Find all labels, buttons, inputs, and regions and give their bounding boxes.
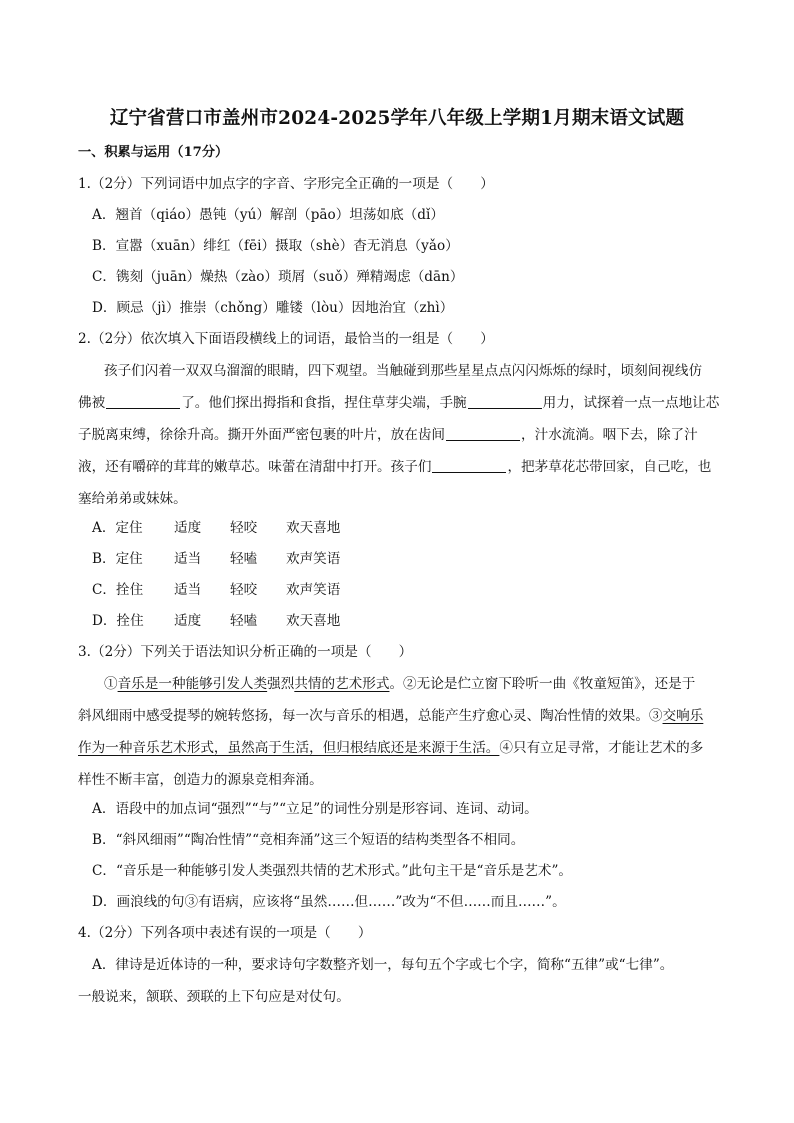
- question-4-stem: 4.（2分）下列各项中表述有误的一项是（ ）: [78, 925, 372, 941]
- passage-line: 液，还有嚼碎的茸茸的嫩草芯。味蕾在清甜中打开。孩子们 ，把茅草花芯带回家，自己吃，也: [78, 459, 712, 475]
- option-term: 解剖（pāo）: [269, 207, 350, 223]
- passage-line: 孩子们闪着一双双乌溜溜的眼睛，四下观望。当触碰到那些星星点点闪闪烁烁的绿时，顷刻间视线仿: [104, 363, 703, 379]
- question-1-option-c[interactable]: [92, 267, 463, 287]
- option-term: 坦荡如底（dǐ）: [349, 207, 444, 223]
- option-term: 绯红（fēi）: [203, 238, 276, 254]
- question-2-option-b[interactable]: B．定住 适当 轻嗑 欢声笑语: [92, 551, 341, 567]
- option-term: 愚钝（yú）: [199, 207, 270, 223]
- passage-line: 斜风细雨中感受提琴的婉转悠扬，每一次与音乐的相遇，总能产生疗愈心灵、陶冶性情的效果。③交响乐: [78, 708, 704, 724]
- passage-line: 佛被 了。他们探出拇指和食指，捏住草芽尖端，手腕 用力，试探着一点一点地让芯: [78, 395, 720, 411]
- wavy-sentence: 作为一种音乐艺术形式，虽然高于生活，但归根结底还是来源于生活。: [78, 740, 500, 756]
- passage-line: ①音乐是一种能够引发人类强烈共情的艺术形式。②无论是伫立窗下聆听一曲《牧童短笛》，还是于: [104, 676, 696, 692]
- option-term: 燥热（zào）: [200, 269, 279, 285]
- passage-line: 塞给弟弟或妹妹。: [78, 491, 187, 507]
- option-term: A．翘首（qiáo）: [92, 207, 200, 223]
- passage-line: 样性不断丰富，创造力的源泉竞相奔涌。: [78, 772, 323, 788]
- dotted-word: 强烈: [267, 676, 295, 692]
- question-3-stem: 3.（2分）下列关于语法知识分析正确的一项是（ ）: [78, 644, 413, 660]
- question-3-option-c[interactable]: C．“音乐是一种能够引发人类强烈共情的艺术形式。”此句主干是“音乐是艺术”。: [92, 863, 572, 879]
- option-term: B．宣嚣（xuān）: [92, 238, 204, 254]
- option-term: D．顾忌（jì）: [92, 300, 180, 316]
- page-title: 辽宁省营口市盖州市2024-2025学年八年级上学期1月期末语文试题: [109, 108, 685, 129]
- underlined-sentence: 音乐是一种能够引发人类: [117, 676, 268, 692]
- option-term: 因地治宜（zhì）: [351, 300, 454, 316]
- question-2-option-c[interactable]: C．拴住 适当 轻咬 欢声笑语: [92, 582, 341, 598]
- question-1-option-b[interactable]: [92, 236, 459, 256]
- question-4-option-a[interactable]: A．律诗是近体诗的一种，要求诗句字数整齐划一，每句五个字或七个字，简称“五律”或“七律”。: [92, 957, 674, 973]
- question-2-option-d[interactable]: D．拴住 适度 轻嗑 欢天喜地: [92, 613, 341, 629]
- option-term: 杳无消息（yǎo）: [353, 238, 459, 254]
- option-term: 雕镂（lòu）: [275, 300, 352, 316]
- question-2-stem: 2.（2分）依次填入下面语段横线上的词语，最恰当的一组是（ ）: [78, 331, 494, 347]
- option-term: 殚精竭虑（dān）: [356, 269, 464, 285]
- fill-blank-4[interactable]: [432, 458, 506, 473]
- fill-blank-1[interactable]: [106, 394, 180, 409]
- fill-blank-3[interactable]: [446, 426, 520, 441]
- fill-blank-2[interactable]: [468, 394, 542, 409]
- question-3-option-d[interactable]: D．画浪线的句③有语病，应该将“虽然……但……”改为“不但……而且……”。: [92, 894, 566, 910]
- wavy-sentence: 交响乐: [662, 708, 704, 724]
- question-1-stem: 1.（2分）下列词语中加点字的字音、字形完全正确的一项是（ ）: [78, 176, 494, 192]
- question-4-option-a-cont: 一般说来，颔联、颈联的上下句应是对仗句。: [78, 989, 350, 1005]
- question-1-option-a[interactable]: [92, 205, 444, 225]
- option-term: 摄取（shè）: [275, 238, 354, 254]
- passage-line: 作为一种音乐艺术形式，虽然高于生活，但归根结底还是来源于生活。④只有立足寻常，才能让艺术的多: [78, 740, 704, 756]
- question-3-option-a[interactable]: A．语段中的加点词“强烈”“与”“立足”的词性分别是形容词、连词、动词。: [92, 801, 538, 817]
- passage-line: 子脱离束缚，徐徐升高。撕开外面严密包裹的叶片，放在齿间 ，汁水流淌。咽下去，除了汁: [78, 427, 698, 443]
- section-heading: 一、积累与运用（17分）: [78, 145, 229, 160]
- question-2-option-a[interactable]: A．定住 适度 轻咬 欢天喜地: [92, 520, 341, 536]
- question-1-option-d[interactable]: [92, 298, 453, 318]
- option-term: C．镌刻（juān）: [92, 269, 201, 285]
- option-term: 推崇（chǒng）: [179, 300, 276, 316]
- question-3-option-b[interactable]: B．“斜风细雨”“陶冶性情”“竞相奔涌”这三个短语的结构类型各不相同。: [92, 832, 525, 848]
- option-term: 琐屑（suǒ）: [278, 269, 357, 285]
